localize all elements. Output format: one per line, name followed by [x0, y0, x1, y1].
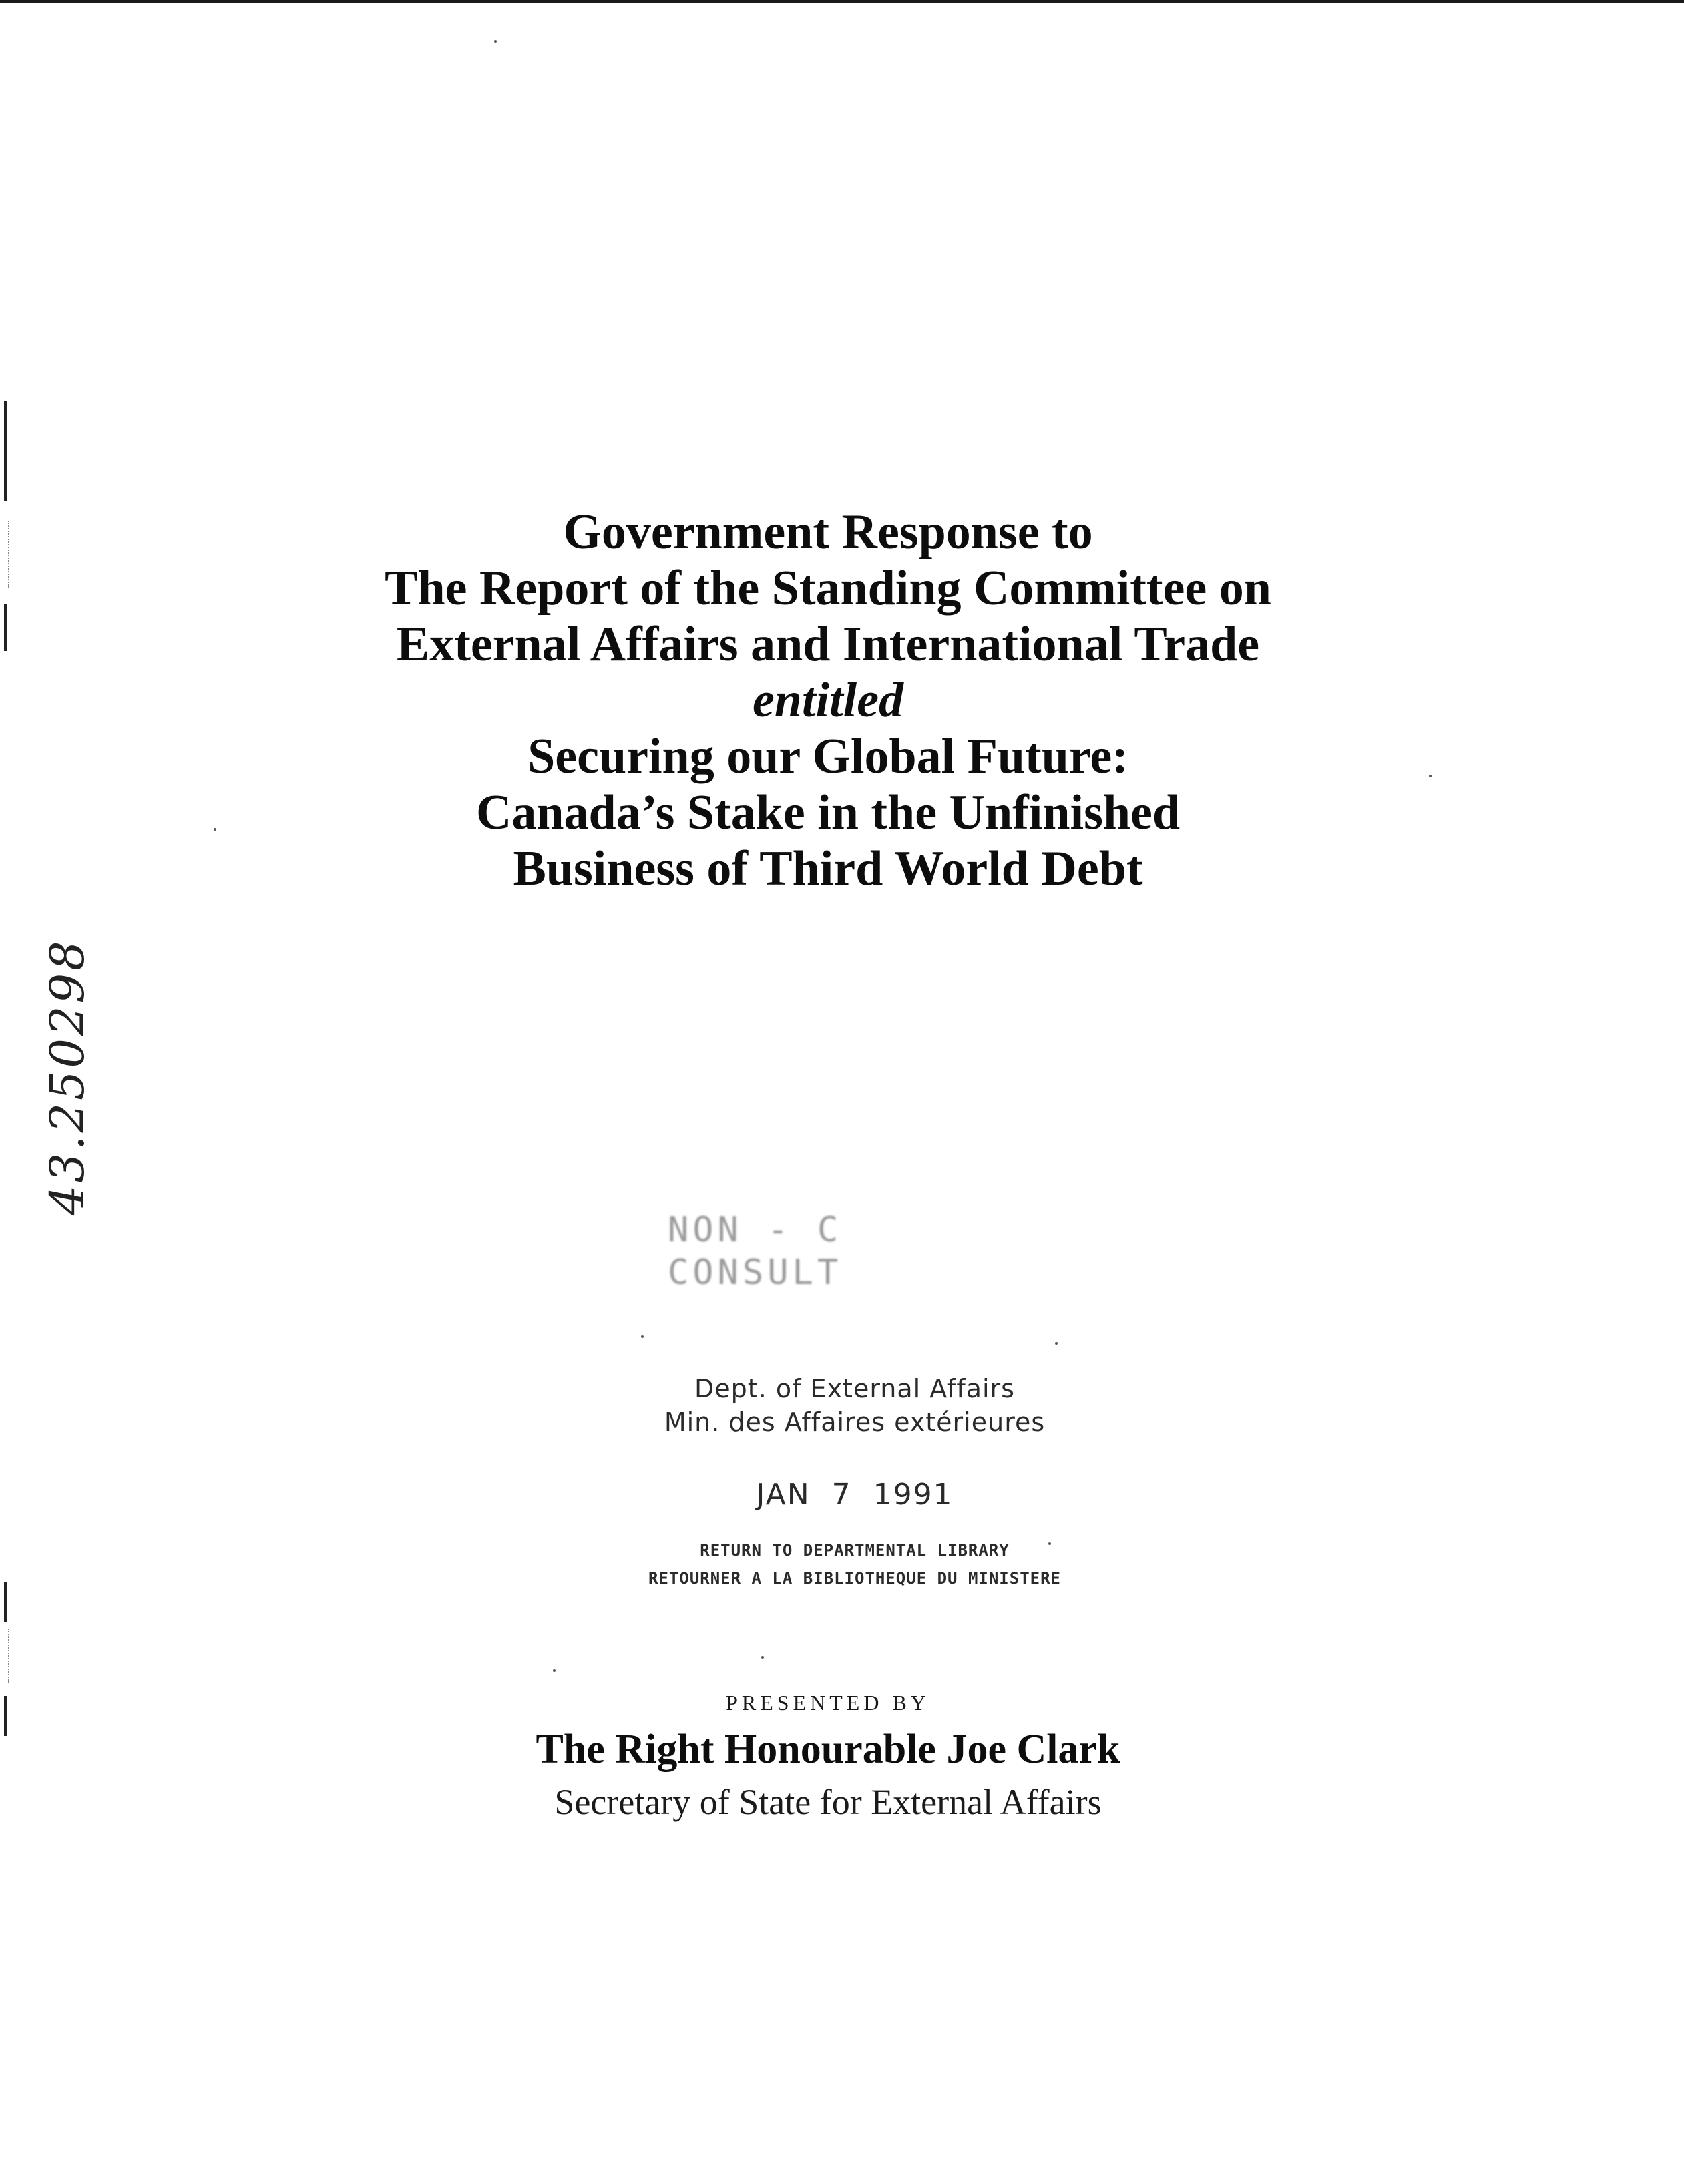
handwritten-call-number: 43.250298 [40, 938, 95, 1215]
title-line: Government Response to [563, 505, 1093, 560]
document-title [200, 504, 1456, 897]
title-line: Securing our Global Future: [528, 729, 1128, 784]
top-border-line [0, 0, 1684, 3]
library-received-stamp [628, 1372, 1082, 1592]
presenter-title: Secretary of State for External Affairs [554, 1782, 1102, 1822]
scan-speck [553, 1669, 556, 1672]
stamp-return-english: RETURN TO DEPARTMENTAL LIBRARY [700, 1541, 1010, 1560]
binding-mark [4, 604, 7, 651]
binding-dots [8, 521, 11, 588]
stamp-return-french: RETOURNER A LA BIBLIOTHEQUE DU MINISTERE [648, 1569, 1061, 1588]
faded-stamp-line: CONSULT [668, 1253, 843, 1293]
faded-stamp-line: NON - C [668, 1210, 843, 1250]
title-line: External Affairs and International Trade [396, 617, 1260, 672]
faded-stamp [668, 1209, 1042, 1294]
title-entitled: entitled [752, 673, 904, 728]
stamp-dept-french: Min. des Affaires extérieures [664, 1407, 1046, 1437]
presenter-name: The Right Honourable Joe Clark [536, 1727, 1120, 1772]
title-line: The Report of the Standing Committee on [385, 561, 1271, 616]
stamp-dept-english: Dept. of External Affairs [694, 1374, 1015, 1403]
binding-dots [8, 1629, 11, 1683]
scan-speck [761, 1656, 764, 1659]
title-line: Business of Third World Debt [513, 841, 1143, 896]
binding-mark [4, 401, 7, 501]
scan-speck [641, 1335, 644, 1338]
title-line: Canada’s Stake in the Unfinished [475, 785, 1181, 840]
stamp-date: JAN 7 1991 [756, 1478, 954, 1512]
scan-speck [1055, 1342, 1058, 1345]
binding-mark [4, 1582, 7, 1622]
scan-speck [494, 40, 497, 43]
presented-by-label: PRESENTED BY [726, 1691, 930, 1715]
binding-mark [4, 1696, 7, 1736]
